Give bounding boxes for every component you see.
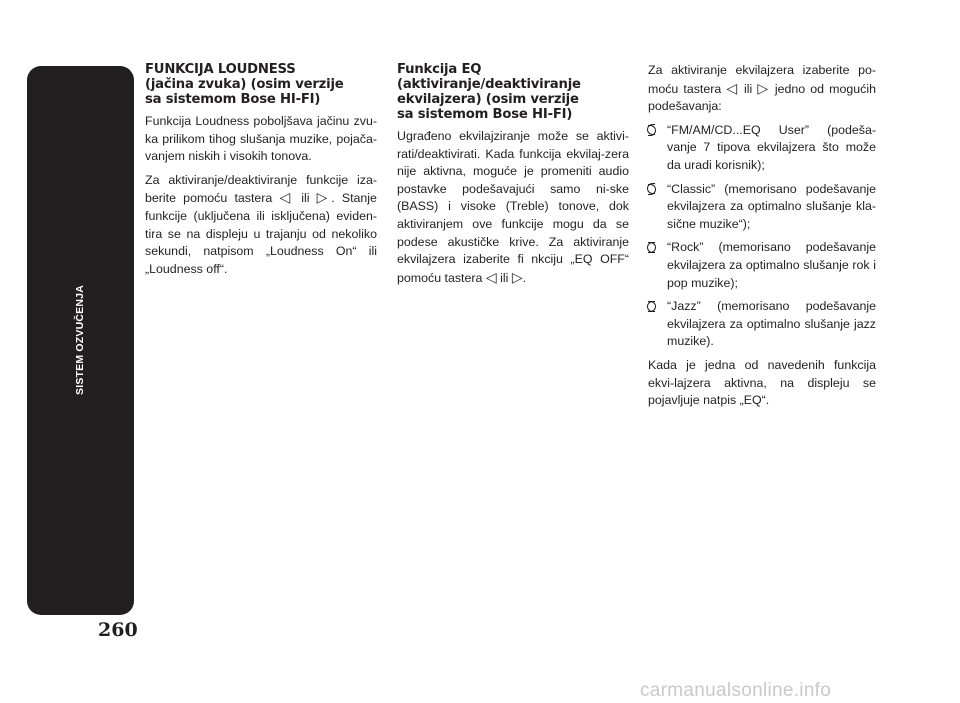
list-item-text: “Classic” (memorisano podešavanje ekvilajzera za optimalno slušanje kla-sične muzike“); [667, 181, 876, 231]
presets-intro [648, 62, 876, 116]
text-run: . Stanje funkcije (uključena ili isključena) eviden-tira se na displeju u trajanju od nekoliko sekundi, natpisom „Loudness On“ ili „Loudness off“. [145, 191, 377, 276]
column-eq [397, 62, 629, 293]
list-item-text: “Rock” (memorisano podešavanje ekvilajzera za optimalno slušanje rok i pop muzike); [667, 240, 876, 290]
text-run: Za aktiviranje/deaktiviranje funkcije iza-berite pomoću tastera [145, 172, 377, 206]
page-number: 260 [98, 619, 138, 641]
list-item-text: “FM/AM/CD...EQ User” (podeša-vanje 7 tipova ekvilajzera što može da uradi korisnik); [667, 122, 876, 172]
left-triangle-arrow-icon: ◁ [485, 268, 497, 285]
left-triangle-arrow-icon: ◁ [279, 189, 295, 206]
column-loudness [145, 62, 377, 284]
loudness-heading [145, 62, 377, 107]
loudness-paragraph-2 [145, 172, 377, 279]
list-item [648, 122, 876, 175]
presets-outro: Kada je jedna od navedenih funkcija ekvi-lajzera aktivna, na displeju se pojavljuje natpis „EQ“. [648, 357, 876, 408]
heading-line: Funkcija EQ [397, 62, 482, 77]
list-item [648, 298, 876, 351]
list-item [648, 181, 876, 234]
left-triangle-arrow-icon: ◁ [726, 79, 739, 96]
list-item-text: “Jazz” (memorisano podešavanje ekvilajzera za optimalno slušanje jazz muzike). [667, 299, 876, 349]
text-run: ili [743, 81, 753, 96]
heading-line: ekvilajzera) (osim verzije [397, 92, 579, 107]
column-eq-presets [648, 62, 876, 416]
heading-line: sa sistemom Bose HI-FI) [397, 107, 573, 122]
section-label: SISTEM OZVUČENJA [74, 285, 86, 395]
text-run: ili [500, 270, 509, 285]
heading-line: (jačina zvuka) (osim verzije [145, 77, 344, 92]
presets-list [648, 122, 876, 351]
heading-line: FUNKCIJA LOUDNESS [145, 62, 296, 77]
list-item [648, 239, 876, 292]
heading-line: (aktiviranje/deaktiviranje [397, 77, 581, 92]
text-run: . [522, 270, 527, 285]
text-run: jedno od mogućih podešavanja: [648, 81, 876, 114]
text-run: Ugrađeno ekvilajziranje može se aktivi-rati/deaktivirati. Kada funkcija ekvilaj-zera nije aktivna, moguće je promeniti audio postavke podešavajući samo ni-ske (BASS) i visoke (Treble) tonove, dok aktiviranjem ove funkcije mogu da se podese akustičke krive. Za aktiviranje ekvilajzera izaberite fi nkciju „EQ OFF“ pomoću tastera [397, 129, 629, 285]
eq-paragraph-1 [397, 128, 629, 287]
bullet-icon [648, 301, 656, 312]
eq-heading [397, 62, 629, 122]
heading-line: sa sistemom Bose HI-FI) [145, 92, 321, 107]
bullet-icon [648, 184, 656, 195]
right-triangle-arrow-icon: ▷ [316, 189, 332, 206]
loudness-paragraph-1: Funkcija Loudness poboljšava jačinu zvu-ka prilikom tihog slušanja muzike, pojača-vanjem niskih i visokih tonova. [145, 114, 377, 164]
watermark: carmanualsonline.info [640, 680, 832, 701]
text-run: Za aktiviranje ekvilajzera izaberite po-moću tastera [648, 63, 876, 96]
right-triangle-arrow-icon: ▷ [757, 79, 770, 96]
bullet-icon [648, 125, 656, 136]
right-triangle-arrow-icon: ▷ [511, 268, 523, 285]
bullet-icon [648, 242, 656, 253]
text-run: ili [301, 191, 310, 206]
